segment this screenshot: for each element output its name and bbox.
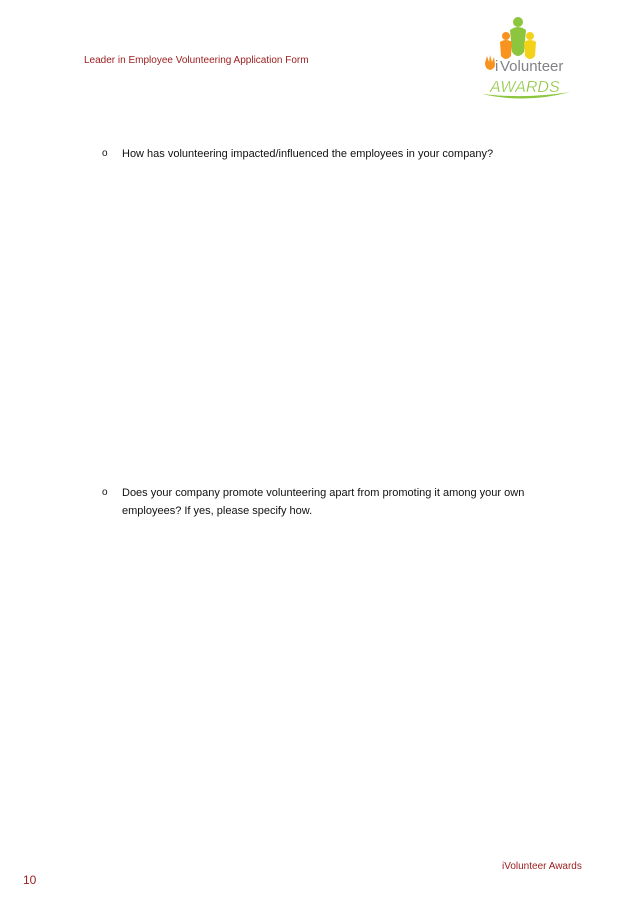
- header-title: Leader in Employee Volunteering Application Form: [84, 55, 309, 66]
- question-1-text: How has volunteering impacted/influenced the employees in your company?: [122, 148, 494, 160]
- question-1-bullet: o: [102, 148, 108, 159]
- question-1: [102, 145, 542, 163]
- footer-brand: iVolunteer Awards: [502, 861, 582, 872]
- ivolunteer-awards-logo: [476, 12, 576, 107]
- question-2-bullet: o: [102, 487, 108, 498]
- page-number: 10: [23, 873, 37, 887]
- question-2: [102, 484, 542, 520]
- figure-body-orange: [500, 40, 512, 59]
- question-2-text: Does your company promote volunteering apart from promoting it among your own employees? If yes, please specify how.: [122, 487, 525, 517]
- figure-head-orange: [502, 32, 510, 40]
- logo-word-volunteer: Volunteer: [500, 58, 564, 75]
- logo-word-i: i: [495, 58, 499, 75]
- figure-head-green: [513, 17, 523, 27]
- figure-body-yellow: [524, 40, 536, 59]
- logo-word-awards: AWARDS: [490, 79, 560, 96]
- figure-body-green: [510, 27, 526, 56]
- hand-icon: [485, 55, 495, 70]
- figure-head-yellow: [526, 32, 534, 40]
